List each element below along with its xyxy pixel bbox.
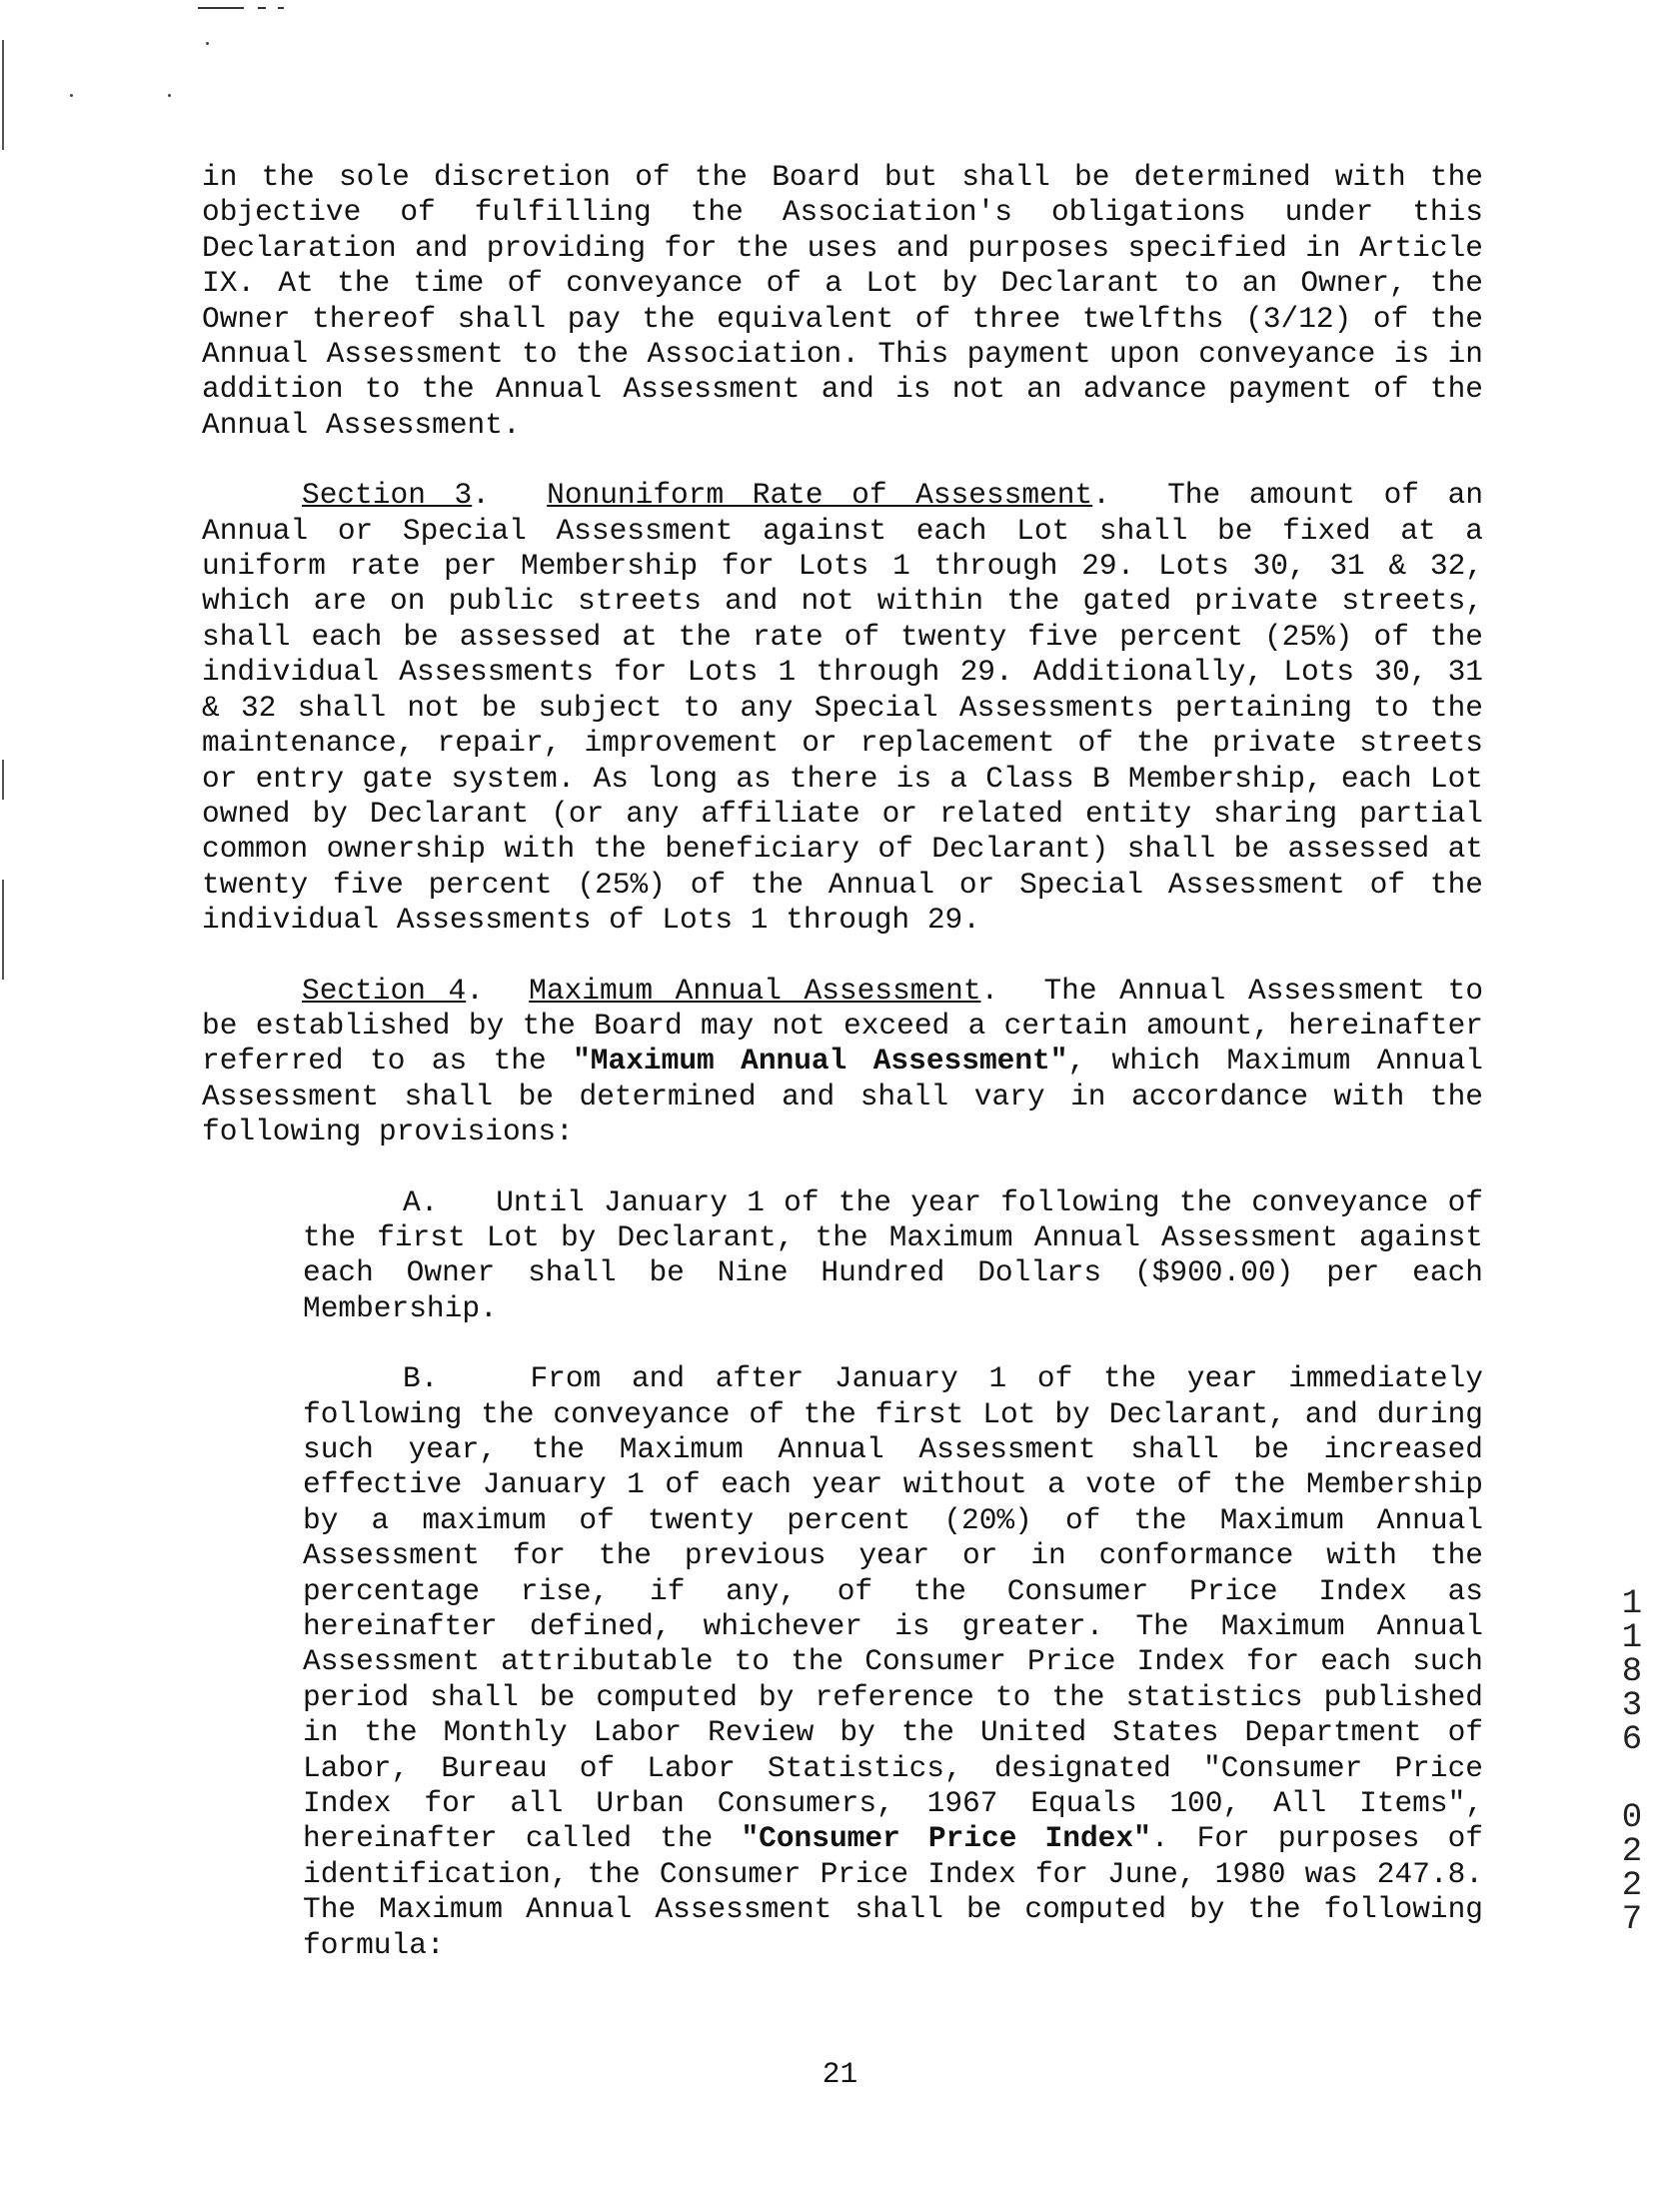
item-a-paragraph xyxy=(303,1185,1483,1327)
section-4-defined-term: "Maximum Annual Assessment" xyxy=(573,1044,1068,1079)
doc-number-digit: 6 xyxy=(1621,1721,1643,1759)
doc-number-digit: 3 xyxy=(1621,1687,1643,1725)
section-4-body-after: , which Maximum Annual Assessment shall be determined and shall vary in accordance with the following provisions: xyxy=(202,1044,1483,1149)
doc-number-digit: 2 xyxy=(1621,1833,1643,1871)
item-b-label: B. xyxy=(403,1361,439,1396)
doc-number-digit: 2 xyxy=(1621,1867,1643,1905)
scan-artifact-dot xyxy=(70,94,73,97)
section-4-title: Maximum Annual Assessment xyxy=(529,973,981,1008)
paragraph-text: in the sole discretion of the Board but shall be determined with the objective of fulfilling the Association's obligations under this Declaration and providing for the uses and purposes specified in Article IX. At the time of conveyance of a Lot by Declarant to an Owner, the Owner thereof shall pay the equivalent of three twelfths (3/12) of the Annual Assessment to the Association. This payment upon conveyance is in addition to the Annual Assessment and is not an advance payment of the Annual Assessment. xyxy=(202,160,1483,442)
doc-number-digit: 1 xyxy=(1621,1585,1643,1623)
scan-artifact-edge xyxy=(2,760,4,800)
item-b-paragraph xyxy=(303,1361,1483,1963)
doc-number-digit: 1 xyxy=(1621,1619,1643,1657)
doc-number-digit: 8 xyxy=(1621,1653,1643,1691)
doc-number-gap xyxy=(1612,1757,1652,1801)
scan-artifact-edge xyxy=(2,880,4,980)
section-4-body-before: The Annual Assessment to be established by the Board may not exceed a certain amount, hereinafter referred to as the xyxy=(202,973,1484,1079)
document-body xyxy=(202,160,1483,1998)
scan-artifact-dot xyxy=(206,42,209,45)
page-number: 21 xyxy=(822,2057,858,2091)
item-b-text-before: From and after January 1 of the year immediately following the conveyance of the first Lot by Declarant, and during such year, the Maximum Annual Assessment shall be increased effective January 1 of each year without a vote of the Membership by a maximum of twenty percent (20%) of the Maximum Annual Assessment for the previous year or in conformance with the percentage rise, if any, of the Consumer Price Index as hereinafter defined, whichever is greater. The Maximum Annual Assessment attributable to the Consumer Price Index for each such period shall be computed by reference to the statistics published in the Monthly Labor Review by the United States Department of Labor, Bureau of Labor Statistics, designated "Consumer Price Index for all Urban Consumers, 1967 Equals 100, All Items", hereinafter called the xyxy=(303,1361,1483,1856)
section-4-paragraph: Section 4. Maximum Annual Assessment. The Annual Assessment to be established by the Board may not exceed a certain amount, hereinafter referred to as the "Maximum Annual Assessment", which Maximum Annual Assessment shall be determined and shall vary in accordance with the following provisions: xyxy=(202,973,1484,1149)
doc-number-digit: 0 xyxy=(1621,1799,1643,1837)
scan-artifact-edge xyxy=(2,40,4,150)
scan-artifact-rule xyxy=(278,7,284,9)
section-3-title: Nonuniform Rate of Assessment xyxy=(547,478,1093,513)
scan-artifact-rule xyxy=(258,7,266,9)
item-a-label: A. xyxy=(403,1184,439,1219)
section-3-label: Section 3 xyxy=(302,478,473,513)
item-b-text-after: . For purposes of identification, the Consumer Price Index for June, 1980 was 247.8. The Maximum Annual Assessment shall be computed by the following formula: xyxy=(303,1821,1484,1962)
paragraph-continuation xyxy=(202,160,1483,443)
margin-document-number xyxy=(1612,1587,1652,1937)
scan-artifact-dot xyxy=(168,94,171,97)
section-3-paragraph: Section 3. Nonuniform Rate of Assessment. The amount of an Annual or Special Assessment against each Lot shall be fixed at a uniform rate per Membership for Lots 1 through 29. Lots 30, 31 & 32, which are on public streets and not within the gated private streets, shall each be assessed at the rate of twenty five percent (25%) of the individual Assessments for Lots 1 through 29. Additionally, Lots 30, 31 & 32 shall not be subject to any Special Assessments pertaining to the maintenance, repair, improvement or replacement of the private streets or entry gate system. As long as there is a Class B Membership, each Lot owned by Declarant (or any affiliate or related entity sharing partial common ownership with the beneficiary of Declarant) shall be assessed at twenty five percent (25%) of the Annual or Special Assessment of the individual Assessments of Lots 1 through 29. xyxy=(202,478,1484,938)
item-a-text: Until January 1 of the year following the conveyance of the first Lot by Declarant, the Maximum Annual Assessment against each Owner shall be Nine Hundred Dollars ($900.00) per each Membership. xyxy=(303,1184,1483,1325)
scan-artifact-rule xyxy=(198,7,244,9)
section-3-body: The amount of an Annual or Special Assessment against each Lot shall be fixed at a uniform rate per Membership for Lots 1 through 29. Lots 30, 31 & 32, which are on public streets and not within the gated private streets, shall each be assessed at the rate of twenty five percent (25%) of the individual Assessments for Lots 1 through 29. Additionally, Lots 30, 31 & 32 shall not be subject to any Special Assessments pertaining to the maintenance, repair, improvement or replacement of the private streets or entry gate system. As long as there is a Class B Membership, each Lot owned by Declarant (or any affiliate or related entity sharing partial common ownership with the beneficiary of Declarant) shall be assessed at twenty five percent (25%) of the Annual or Special Assessment of the individual Assessments of Lots 1 through 29. xyxy=(202,478,1484,938)
doc-number-digit: 7 xyxy=(1621,1901,1643,1939)
item-b-defined-term: "Consumer Price Index" xyxy=(741,1821,1151,1856)
section-4-label: Section 4 xyxy=(302,973,467,1008)
